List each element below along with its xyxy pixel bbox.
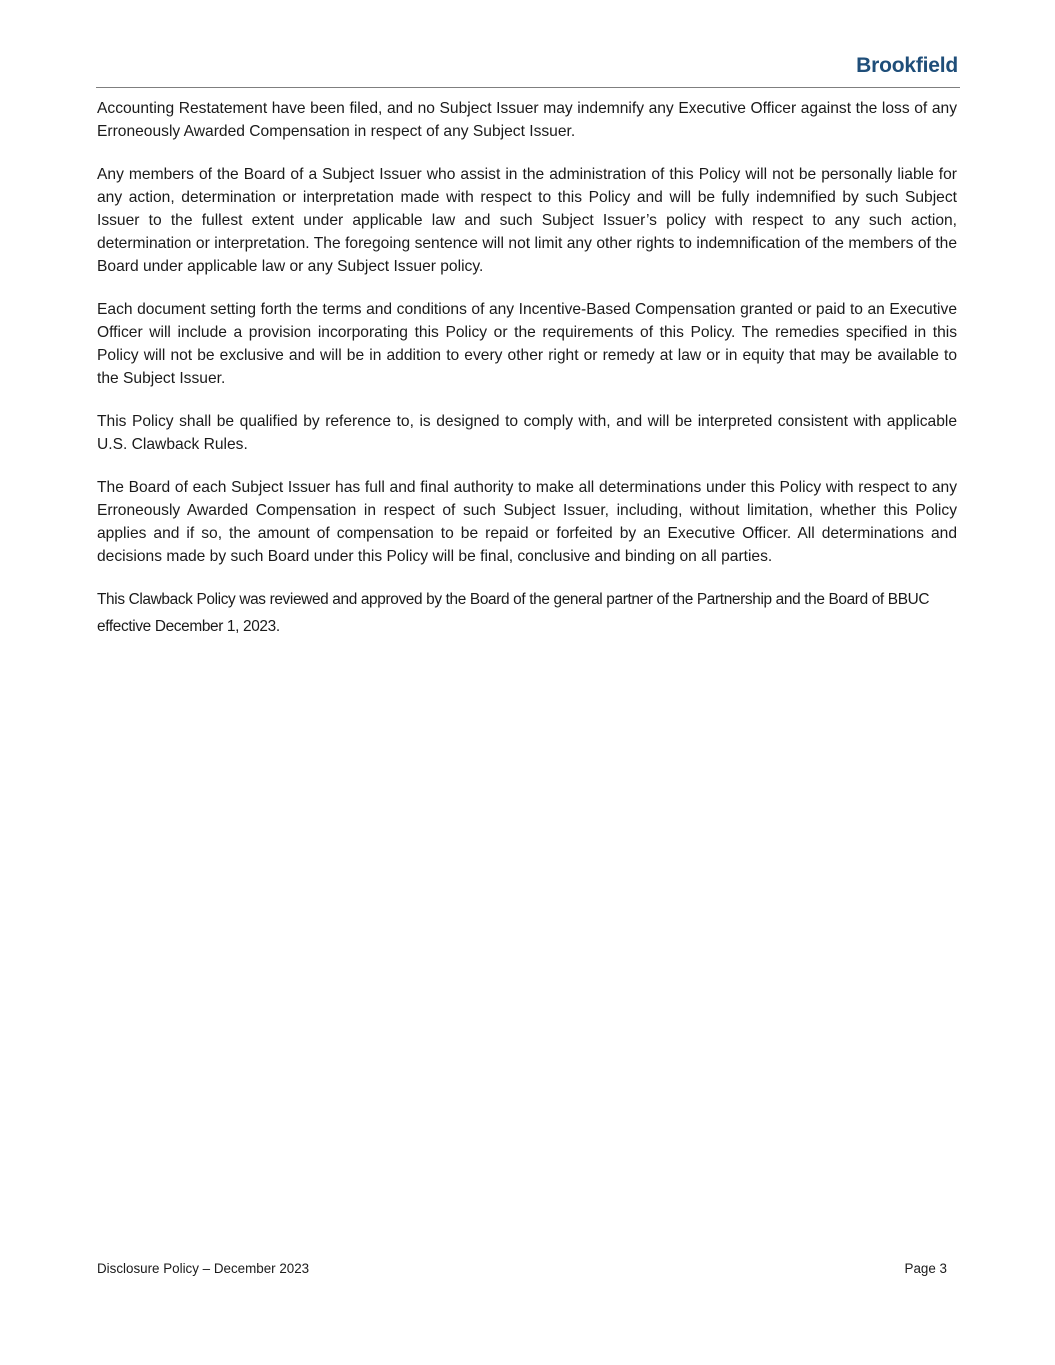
paragraph-indemnification: Accounting Restatement have been filed, and no Subject Issuer may indemnify any Executive Officer against the loss of any Erroneously Awarded Compensation in respect of any Subject Issuer. [97, 100, 957, 140]
brand-logo: Brookfield [856, 54, 958, 77]
document-body [97, 97, 957, 660]
header-divider [96, 87, 960, 88]
paragraph-board-liability: Any members of the Board of a Subject Issuer who assist in the administration of this Policy will not be personally liable for any action, determination or interpretation made with respect to this Policy and will be fully indemnified by such Subject Issuer to the fullest extent under applicable law and such Subject Issuer’s policy with respect to any such action, determination or interpretation. The foregoing sentence will not limit any other rights to indemnification of the members of the Board under applicable law or any Subject Issuer policy. [97, 166, 957, 275]
paragraph-board-authority: The Board of each Subject Issuer has full and final authority to make all determinations under this Policy with respect to any Erroneously Awarded Compensation in respect of such Subject Issuer, including, without limitation, whether this Policy applies and if so, the amount of compensation to be repaid or forfeited by an Executive Officer. All determinations and decisions made by such Board under this Policy will be final, conclusive and binding on all parties. [97, 479, 957, 565]
paragraph-clawback-rules: This Policy shall be qualified by reference to, is designed to comply with, and will be interpreted consistent with applicable U.S. Clawback Rules. [97, 413, 957, 453]
paragraph-approval-statement: This Clawback Policy was reviewed and approved by the Board of the general partner of the Partnership and the Board of BBUC effective December 1, 2023. [97, 591, 930, 635]
page-header [96, 52, 960, 88]
footer-document-label: Disclosure Policy – December 2023 [97, 1261, 310, 1276]
footer-page-number: Page 3 [904, 1261, 947, 1276]
paragraph-incentive-documents: Each document setting forth the terms and conditions of any Incentive-Based Compensation granted or paid to an Executive Officer will include a provision incorporating this Policy or the requirements of this Policy. The remedies specified in this Policy will not be exclusive and will be in addition to every other right or remedy at law or in equity that may be available to the Subject Issuer. [97, 301, 957, 387]
